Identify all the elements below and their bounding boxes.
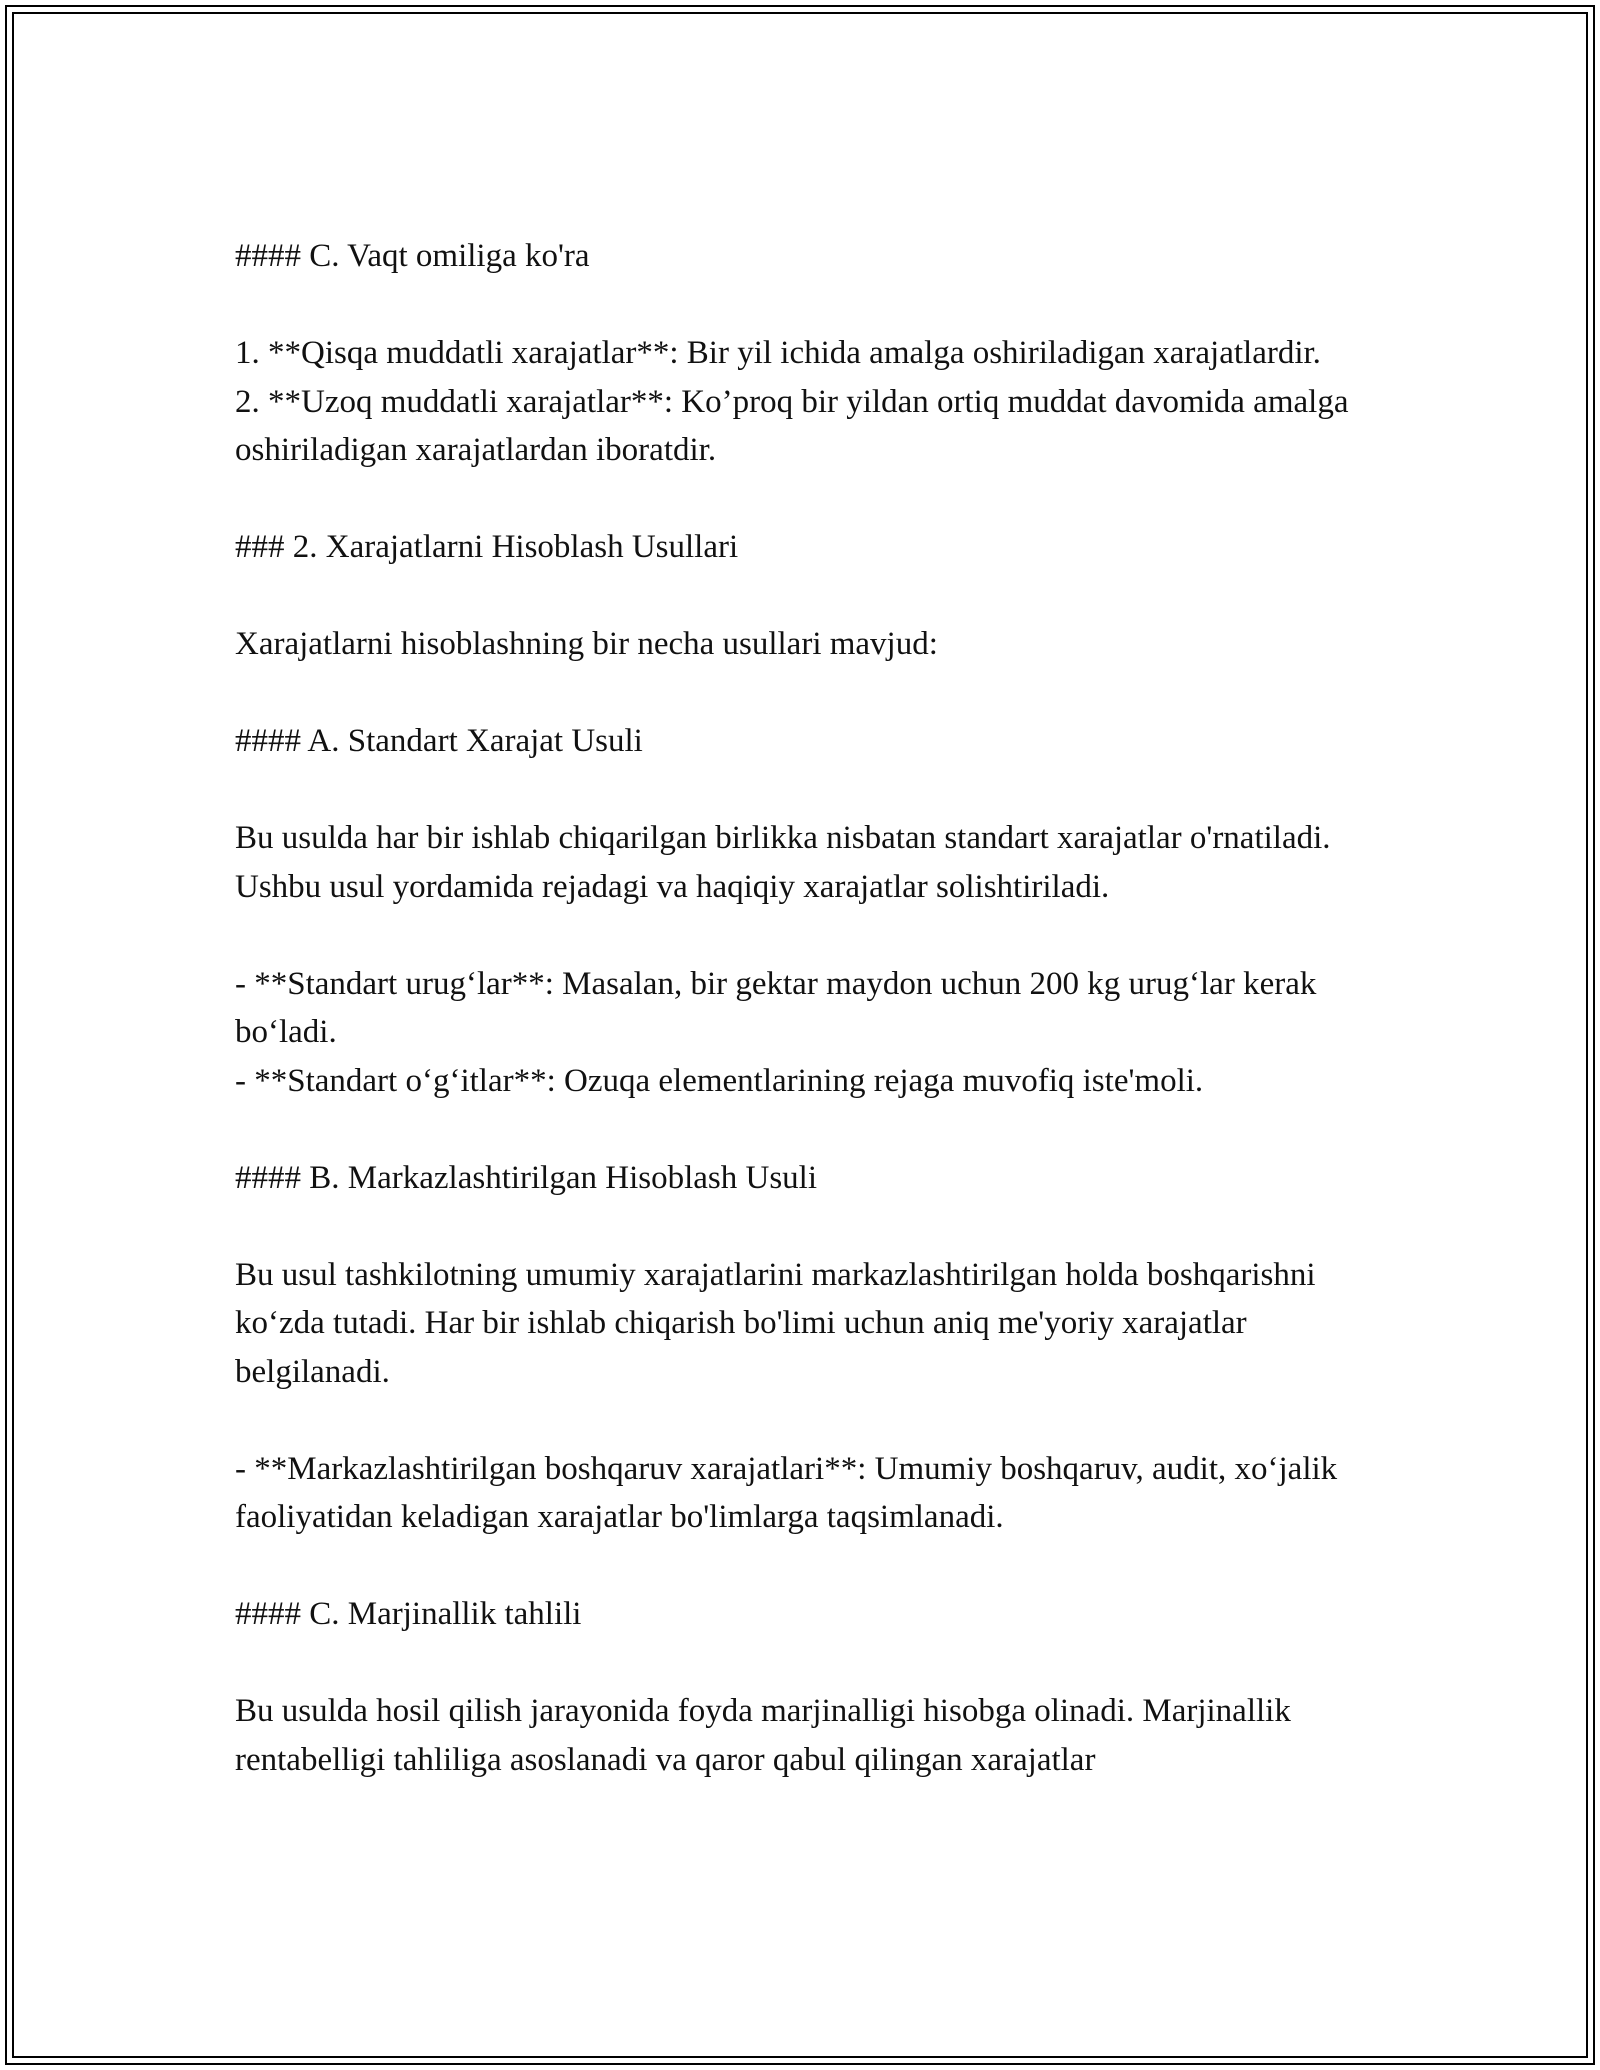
list-item: 2. **Uzoq muddatli xarajatlar**: Ko’proq bir yildan ortiq muddat davomida amalga oshiriladigan xarajatlardan iboratdir. bbox=[235, 383, 1349, 468]
document-body bbox=[235, 232, 1375, 1784]
paragraph: Bu usulda hosil qilish jarayonida foyda marjinalligi hisobga olinadi. Marjinallik rentabelligi tahliliga asoslanadi va qaror qabul qilingan xarajatlar bbox=[235, 1693, 1291, 1778]
section-heading: #### C. Marjinallik tahlili bbox=[235, 1596, 582, 1632]
paragraph: Bu usulda har bir ishlab chiqarilgan birlikka nisbatan standart xarajatlar o'rnatiladi. Ushbu usul yordamida rejadagi va haqiqiy xarajatlar solishtiriladi. bbox=[235, 820, 1331, 905]
section-heading: #### A. Standart Xarajat Usuli bbox=[235, 723, 643, 759]
list-item: 1. **Qisqa muddatli xarajatlar**: Bir yil ichida amalga oshiriladigan xarajatlardir. bbox=[235, 335, 1321, 371]
paragraph: Xarajatlarni hisoblashning bir necha usullari mavjud: bbox=[235, 626, 938, 662]
list-item: - **Markazlashtirilgan boshqaruv xarajatlari**: Umumiy boshqaruv, audit, xo‘jalik faoliyatidan keladigan xarajatlar bo'limlarga taqsimlanadi. bbox=[235, 1450, 1338, 1535]
section-heading: #### C. Vaqt omiliga ko'ra bbox=[235, 238, 590, 274]
list-item: - **Standart urug‘lar**: Masalan, bir gektar maydon uchun 200 kg urug‘lar kerak bo‘ladi. bbox=[235, 965, 1317, 1050]
section-heading: ### 2. Xarajatlarni Hisoblash Usullari bbox=[235, 529, 739, 565]
list-item: - **Standart o‘g‘itlar**: Ozuqa elementlarining rejaga muvofiq iste'moli. bbox=[235, 1062, 1204, 1099]
section-heading: #### B. Markazlashtirilgan Hisoblash Usuli bbox=[235, 1159, 818, 1196]
paragraph: Bu usul tashkilotning umumiy xarajatlarini markazlashtirilgan holda boshqarishni ko‘zda tutadi. Har bir ishlab chiqarish bo'limi uchun aniq me'yoriy xarajatlar belgilanadi. bbox=[235, 1256, 1316, 1390]
